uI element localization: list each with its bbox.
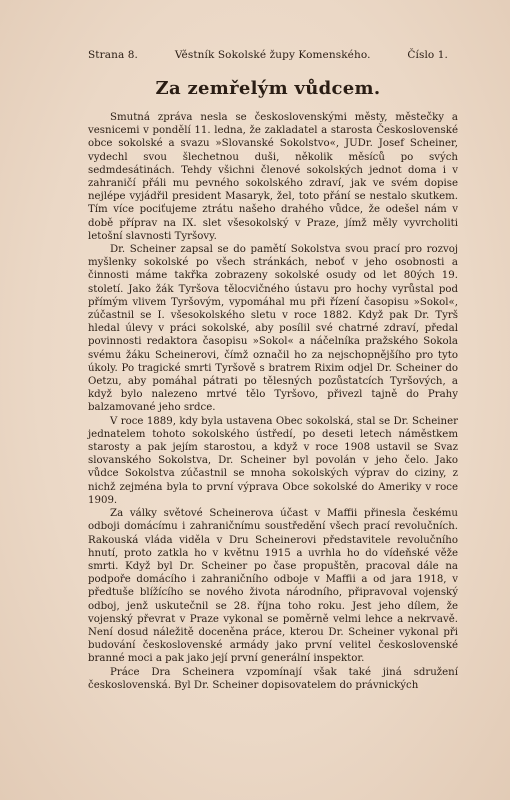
- article-title: Za zemřelým vůdcem.: [155, 78, 381, 99]
- page-number: Strana 8.: [88, 49, 138, 61]
- journal-name: Věstník Sokolské župy Komenského.: [174, 49, 371, 61]
- paragraph: V roce 1889, kdy byla ustavena Obec sokolská, stal se Dr. Scheiner jednatelem tohoto sokolského ústředí, po deseti letech náměstkem starosty a pak jejím starostou, a když v roce 1908 ustavil se Svaz slovanského Sokolstva, Dr. Scheiner byl povolán v jeho čelo. Jako vůdce Sokolstva zúčastnil se mnoha sokolských výprav do ciziny, z nichž zejména byla to první výprava Obce sokolské do Ameriky v roce 1909.: [88, 415, 458, 506]
- paragraph: Za války světové Scheinerova účast v Maffii přinesla českému odboji domácímu i zahraničnímu soustředění všech prací revolučních. Rakouská vláda viděla v Dru Scheinerovi představitele revolučního hnutí, proto zatkla ho v květnu 1915 a uvrhla ho do vídeňské věže smrti. Když byl Dr. Scheiner po čase propuštěn, pracoval dále na podpoře domácího i zahraničního odboje v Maffii a od jara 1918, v předtuše blížícího se nového života národního, připravoval vojenský odboj, jenž uskutečnil se 28. října toho roku. Jest jeho dílem, že vojenský převrat v Praze vykonal se poměrně velmi lehce a nekrvavě. Není dosud náležitě doceněna práce, kterou Dr. Scheiner vykonal při budování československé armády jako první velitel československé branné moci a pak jako její první generální inspektor.: [88, 508, 458, 665]
- page-header: [88, 49, 448, 61]
- paragraph: Dr. Scheiner zapsal se do pamětí Sokolstva svou prací pro rozvoj myšlenky sokolské po všech stránkách, neboť v jeho osobnosti a činnosti máme takřka zobrazeny sokolské osudy od let 80ých 19. století. Jako žák Tyršova tělocvičného ústavu pro hochy vyrůstal pod přímým vlivem Tyršovým, vypomáhal mu při řízení časopisu »Sokol«, zúčastnil se I. všesokolského sletu v roce 1882. Když pak Dr. Tyrš hledal úlevy v práci sokolské, aby posílil své chatrné zdraví, předal povinnosti redaktora časopisu »Sokol« a náčelníka pražského Sokola svému žáku Scheinerovi, čímž označil ho za nejschopnějšího pro tyto úkoly. Po tragické smrti Tyršově s bratrem Rixim odjel Dr. Scheiner do Oetzu, aby pomáhal pátrati po tělesných pozůstatcích Tyršových, a když bylo nalezeno mrtvé tělo Tyršovo, přivezl tajně do Prahy balzamované jeho srdce.: [88, 244, 458, 414]
- paragraph: Smutná zpráva nesla se československými městy, městečky a vesnicemi v pondělí 11. ledna, že zakladatel a starosta Československé obce sokolské a svazu »Slovanské Sokolstvo«, JUDr. Josef Scheiner, vydechl svou šlechetnou duši, několik měsíců po svých sedmdesátinách. Tehdy všichni členové sokolských jednot doma i v zahraničí přáli mu pevného sokolského zdraví, jak ve svém dopise nejlépe vyjádřil president Masaryk, žel, toto přání se nestalo skutkem. Tím více pociťujeme ztrátu našeho drahého vůdce, že odešel nám v době příprav na IX. slet všesokolský v Praze, jímž měly vyvrcholiti letošní slavnosti Tyršovy.: [88, 112, 458, 242]
- article-body: [88, 111, 458, 692]
- paragraph: Práce Dra Scheinera vzpomínají však také jiná sdružení československá. Byl Dr. Scheiner dopisovatelem do právnických: [88, 666, 458, 691]
- issue-number: Číslo 1.: [407, 49, 448, 61]
